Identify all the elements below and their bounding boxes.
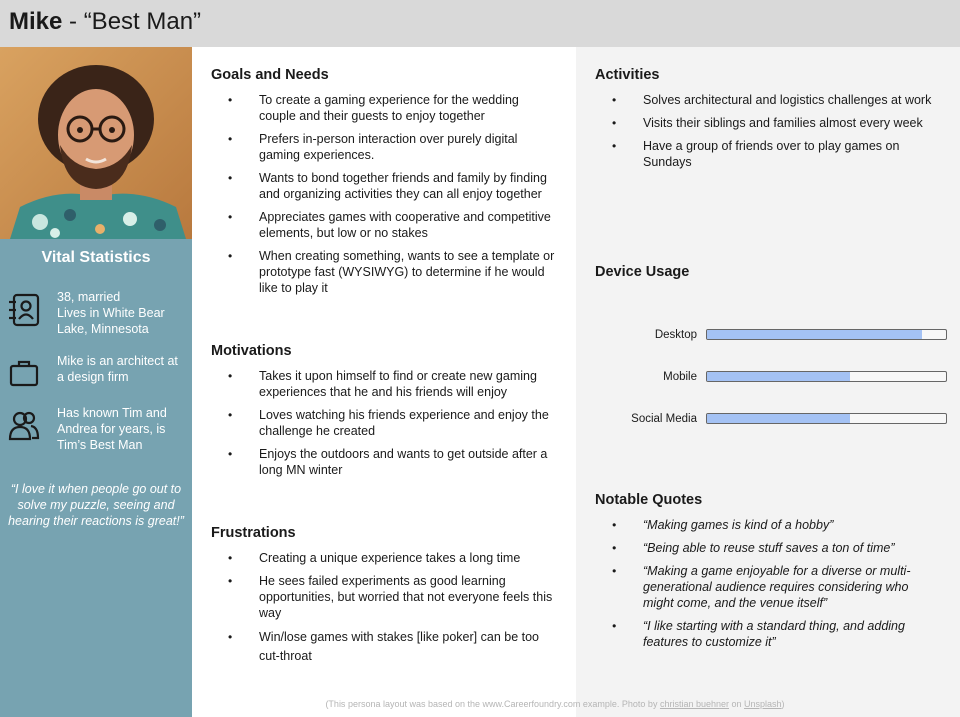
frustrations-title: Frustrations (211, 525, 296, 541)
list-item: • Prefers in-person interaction over purely digital gaming experiences. (211, 131, 556, 163)
page-header (0, 0, 960, 47)
usage-bar (706, 329, 947, 340)
device-label: Desktop (654, 329, 697, 341)
list-item: • Loves watching his friends experience and enjoy the challenge he created (211, 407, 556, 439)
list-item: • Takes it upon himself to find or create new gaming experiences that he and his friends will enjoy (211, 368, 556, 400)
list-item: • “Making games is kind of a hobby” (595, 517, 940, 533)
usage-bar (706, 413, 947, 424)
people-icon (8, 409, 40, 443)
notable-quotes-title: Notable Quotes (595, 492, 703, 508)
persona-name: Mike (9, 8, 63, 35)
goals-list (211, 92, 556, 303)
frustrations-list (211, 550, 556, 673)
activities-title: Activities (595, 67, 660, 83)
briefcase-icon (8, 357, 40, 391)
list-item: • Win/lose games with stakes [like poker] can be too cut-throat (211, 628, 556, 666)
list-item: • When creating something, wants to see a template or prototype fast (WYSIWYG) to determine if he would like to play it (211, 248, 556, 296)
footer-prefix: (This persona layout was based on the www.Careerfoundry.com example. Photo by (325, 699, 660, 709)
right-column (576, 47, 960, 717)
contact-card-icon (8, 293, 40, 327)
list-item: • To create a gaming experience for the wedding couple and their guests to enjoy together (211, 92, 556, 124)
usage-bar-fill (707, 414, 850, 423)
stat-text: Mike is an architect at a design firm (57, 354, 178, 384)
motivations-title: Motivations (211, 343, 292, 359)
usage-bar (706, 371, 947, 382)
list-item: • Wants to bond together friends and family by finding and organizing activities they can all enjoy together (211, 170, 556, 202)
usage-bar-fill (707, 372, 850, 381)
activities-list (595, 92, 940, 177)
list-item: • Have a group of friends over to play games on Sundays (595, 138, 940, 170)
device-row-mobile (576, 370, 960, 384)
list-item: • Solves architectural and logistics challenges at work (595, 92, 940, 108)
portrait-photo (0, 47, 192, 239)
footer-suffix: ) (781, 699, 785, 709)
quotes-list (595, 517, 940, 657)
list-item: • Enjoys the outdoors and wants to get outside after a long MN winter (211, 446, 556, 478)
list-item: • “Making a game enjoyable for a diverse or multi-generational audience requires considering who might come, and the venue itself” (595, 563, 940, 611)
photo-author-link[interactable]: christian buehner (659, 699, 729, 709)
goals-title: Goals and Needs (211, 67, 329, 83)
stat-text: 38, married Lives in White Bear Lake, Minnesota (57, 290, 165, 336)
persona-title (9, 8, 201, 36)
sidebar (0, 47, 192, 717)
list-item: • Appreciates games with cooperative and competitive elements, but low or no stakes (211, 209, 556, 241)
vital-statistics-title: Vital Statistics (41, 249, 151, 266)
device-label: Mobile (663, 371, 697, 383)
attribution-footer (0, 699, 960, 709)
usage-bar-fill (707, 330, 922, 339)
portrait-illustration (0, 47, 192, 239)
list-item: • Creating a unique experience takes a long time (211, 550, 556, 566)
persona-role: “Best Man” (83, 8, 202, 35)
middle-column (192, 47, 576, 717)
device-row-desktop (576, 328, 960, 342)
list-item: • “Being able to reuse stuff saves a ton of time” (595, 540, 940, 556)
device-usage-title: Device Usage (595, 264, 690, 280)
device-row-social-media (576, 412, 960, 426)
motivations-list (211, 368, 556, 485)
list-item: • Visits their siblings and families almost every week (595, 115, 940, 131)
stat-text: Has known Tim and Andrea for years, is Tim’s Best Man (57, 406, 167, 452)
device-label: Social Media (631, 413, 697, 425)
footer-middle: on (729, 699, 745, 709)
list-item: • “I like starting with a standard thing, and adding features to customize it” (595, 618, 940, 650)
unsplash-link[interactable]: Unsplash (744, 699, 782, 709)
list-item: • He sees failed experiments as good learning opportunities, but worried that not everyone feels this way (211, 573, 556, 621)
persona-quote: “I love it when people go out to solve my puzzle, seeing and hearing their reactions is great!” (8, 482, 184, 528)
title-separator: - (62, 8, 84, 35)
